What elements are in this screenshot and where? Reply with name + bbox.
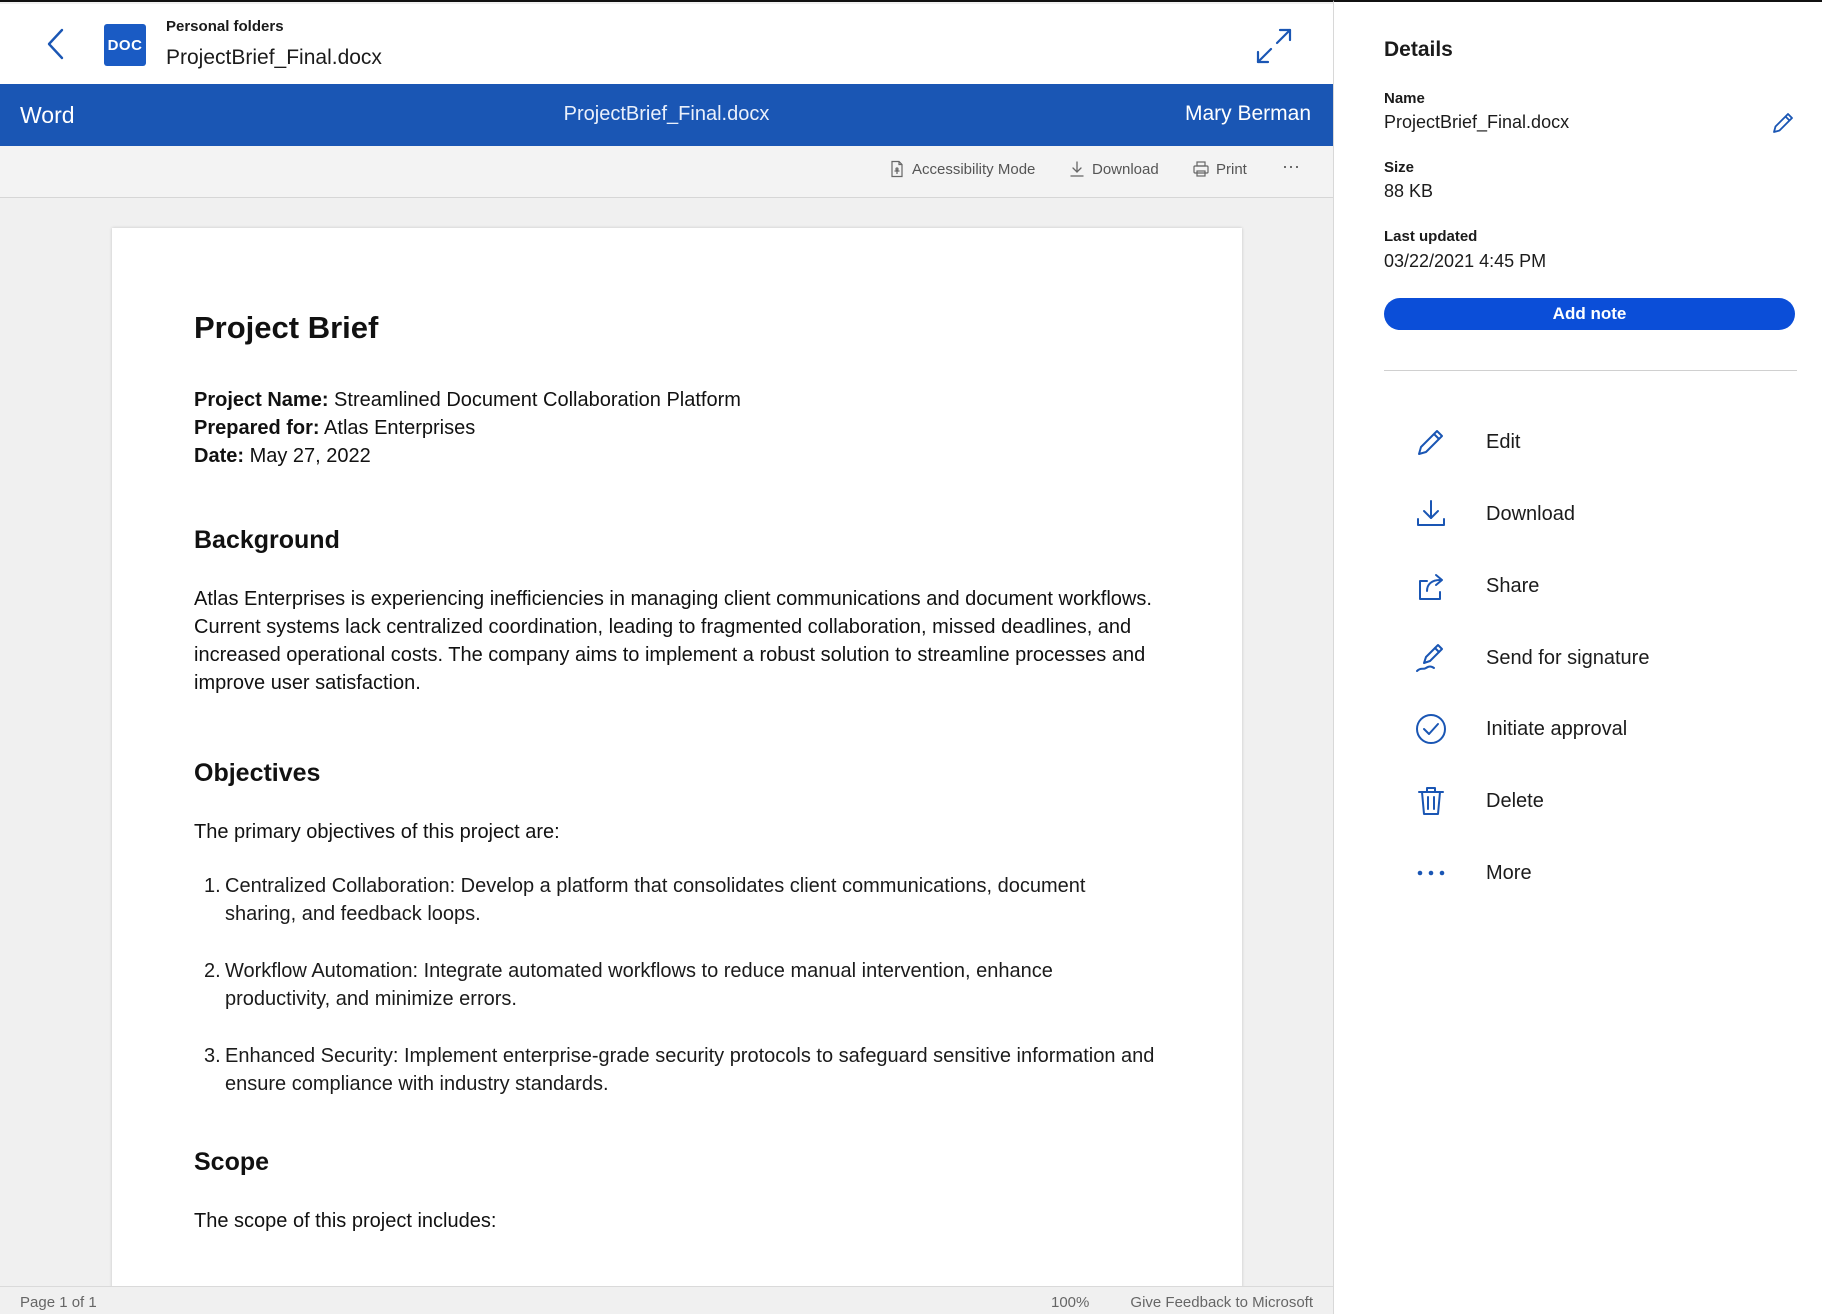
action-send-for-signature[interactable] — [1412, 634, 1792, 682]
toolbar-download-button[interactable] — [1068, 160, 1159, 178]
action-more[interactable] — [1412, 849, 1792, 897]
accessibility-mode-label: Accessibility Mode — [912, 160, 1036, 178]
action-delete[interactable] — [1412, 777, 1792, 825]
add-note-button[interactable]: Add note — [1384, 298, 1795, 330]
objectives-intro: The primary objectives of this project are: — [194, 821, 560, 843]
name-value: ProjectBrief_Final.docx — [1384, 112, 1570, 132]
scope-intro: The scope of this project includes: — [194, 1210, 497, 1232]
more-icon — [1412, 854, 1450, 892]
list-item-text: Enhanced Security: Implement enterprise-grade security protocols to safeguard sensitive information and ensure compliance with industry standards. — [225, 1045, 1155, 1095]
action-label: Share — [1486, 574, 1540, 597]
expand-button[interactable] — [1254, 26, 1294, 66]
word-app-bar — [0, 84, 1333, 146]
file-title: ProjectBrief_Final.docx — [166, 46, 382, 69]
last-updated-label: Last updated — [1384, 228, 1478, 245]
rename-button[interactable] — [1770, 110, 1796, 136]
action-initiate-approval[interactable] — [1412, 705, 1792, 753]
list-item — [204, 957, 1162, 1013]
size-value: 88 KB — [1384, 181, 1434, 201]
toolbar-more-button[interactable] — [1282, 156, 1300, 177]
objectives-heading: Objectives — [194, 759, 321, 787]
action-edit[interactable] — [1412, 418, 1792, 466]
doc-file-icon: DOC — [104, 24, 146, 66]
details-title: Details — [1384, 38, 1453, 61]
more-dots-icon: ··· — [1282, 156, 1300, 176]
document-canvas[interactable] — [0, 198, 1333, 1286]
expand-icon — [1254, 26, 1294, 66]
action-download[interactable] — [1412, 490, 1792, 538]
action-label: Initiate approval — [1486, 717, 1628, 740]
viewer-toolbar — [0, 146, 1333, 198]
list-item-text: Workflow Automation: Integrate automated workflows to reduce manual intervention, enhance productivity, and minimize errors. — [225, 960, 1053, 1010]
action-label: Send for signature — [1486, 646, 1650, 669]
check-circle-icon — [1412, 710, 1450, 748]
chevron-left-icon — [38, 22, 74, 66]
file-header — [0, 4, 1333, 84]
accessibility-mode-button[interactable] — [888, 160, 1035, 178]
word-file-name: ProjectBrief_Final.docx — [563, 103, 770, 125]
page-indicator: Page 1 of 1 — [20, 1294, 97, 1311]
document-meta — [194, 386, 1162, 470]
pencil-icon — [1770, 110, 1796, 136]
list-item — [204, 872, 1162, 928]
name-label: Name — [1384, 90, 1425, 107]
print-icon — [1192, 160, 1210, 178]
trash-icon — [1412, 782, 1450, 820]
meta-value: May 27, 2022 — [244, 445, 371, 467]
background-paragraph: Atlas Enterprises is experiencing inefficiencies in managing client communications and document workflows. Current systems lack centralized coordination, leading to fragmented collaboration, missed deadlines, and increased operational costs. The company aims to implement a robust solution to streamline processes and improve user satisfaction. — [194, 588, 1152, 694]
status-bar — [0, 1286, 1333, 1314]
action-label: Delete — [1486, 789, 1544, 812]
meta-value: Streamlined Document Collaboration Platform — [328, 389, 741, 411]
share-icon — [1412, 567, 1450, 605]
list-item — [204, 1042, 1162, 1098]
meta-prepared-for — [194, 414, 1162, 442]
toolbar-download-label: Download — [1092, 160, 1159, 178]
signature-icon — [1412, 639, 1450, 677]
meta-label: Prepared for: — [194, 417, 320, 439]
meta-date — [194, 442, 1162, 470]
list-item-text: Centralized Collaboration: Develop a platform that consolidates client communications, document sharing, and feedback loops. — [225, 875, 1086, 925]
objectives-list — [204, 872, 1162, 1098]
document-title: Project Brief — [194, 310, 379, 345]
action-label: More — [1486, 861, 1532, 884]
background-heading: Background — [194, 526, 340, 554]
breadcrumb[interactable]: Personal folders — [166, 18, 284, 35]
list-number: 3. — [204, 1045, 221, 1067]
action-share[interactable] — [1412, 562, 1792, 610]
download-icon — [1412, 495, 1450, 533]
back-button[interactable] — [38, 22, 74, 66]
list-number: 1. — [204, 875, 221, 897]
action-label: Download — [1486, 502, 1575, 525]
document-page — [112, 228, 1242, 1286]
divider — [1384, 370, 1797, 371]
accessibility-doc-icon — [888, 160, 906, 178]
user-name[interactable]: Mary Berman — [1184, 102, 1311, 125]
print-button[interactable] — [1192, 160, 1247, 178]
size-label: Size — [1384, 159, 1415, 176]
pencil-icon — [1412, 423, 1450, 461]
download-icon — [1068, 160, 1086, 178]
zoom-level[interactable]: 100% — [1051, 1294, 1090, 1311]
meta-value: Atlas Enterprises — [319, 417, 476, 439]
details-panel — [1333, 0, 1822, 1314]
last-updated-value: 03/22/2021 4:45 PM — [1384, 251, 1547, 271]
meta-project-name — [194, 386, 1162, 414]
list-number: 2. — [204, 960, 221, 982]
scope-heading: Scope — [194, 1148, 270, 1176]
action-label: Edit — [1486, 430, 1521, 453]
feedback-link[interactable]: Give Feedback to Microsoft — [1130, 1294, 1313, 1311]
meta-label: Date: — [194, 445, 245, 467]
word-app-name[interactable]: Word — [20, 102, 75, 128]
print-label: Print — [1216, 160, 1247, 178]
meta-label: Project Name: — [194, 389, 329, 411]
